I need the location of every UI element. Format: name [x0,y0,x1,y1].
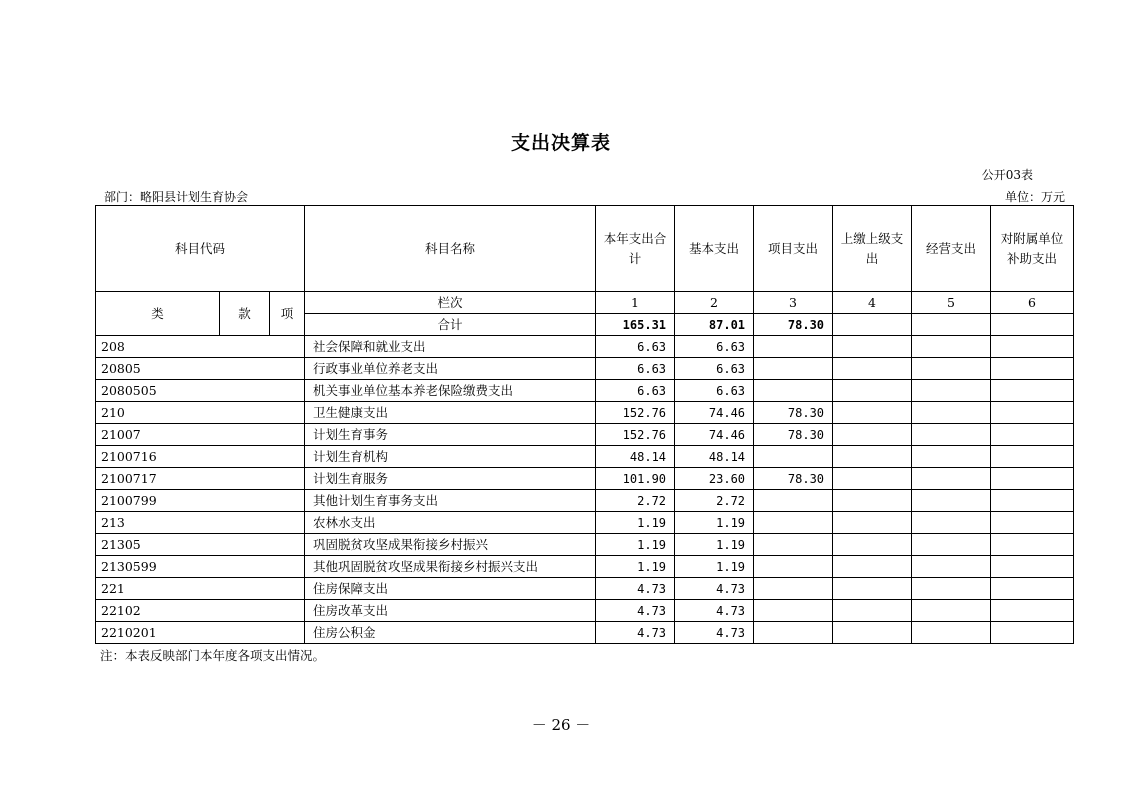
row-name: 行政事业单位养老支出 [305,358,596,380]
row-basic: 4.73 [675,578,754,600]
row-upper [833,556,912,578]
row-upper [833,622,912,644]
row-operating [912,556,991,578]
column-number: 2 [675,292,754,314]
form-number: 公开03表 [981,168,1033,182]
row-project [754,490,833,512]
row-code: 2100716 [96,446,305,468]
page-title: 支出决算表 [510,132,611,154]
row-total: 4.73 [596,578,675,600]
row-total: 152.76 [596,424,675,446]
row-basic: 6.63 [675,336,754,358]
row-project [754,622,833,644]
subheader-kuan: 款 [220,292,270,336]
row-upper [833,336,912,358]
row-subsidy [991,402,1074,424]
row-operating [912,600,991,622]
row-subsidy [991,600,1074,622]
row-name: 计划生育服务 [305,468,596,490]
row-name: 住房保障支出 [305,578,596,600]
row-basic: 1.19 [675,556,754,578]
row-total: 6.63 [596,380,675,402]
header-operating: 经营支出 [912,206,991,292]
row-subsidy [991,534,1074,556]
row-project [754,512,833,534]
department-label: 部门：略阳县计划生育协会 [104,190,249,204]
row-basic: 23.60 [675,468,754,490]
row-name: 住房改革支出 [305,600,596,622]
row-name: 卫生健康支出 [305,402,596,424]
table-note: 注：本表反映部门本年度各项支出情况。 [100,648,326,663]
row-project [754,336,833,358]
header-basic: 基本支出 [675,206,754,292]
row-operating [912,490,991,512]
column-number: 4 [833,292,912,314]
row-basic: 74.46 [675,424,754,446]
row-operating [912,622,991,644]
row-operating [912,424,991,446]
total-basic: 87.01 [675,314,754,336]
header-total: 本年支出合计 [596,206,675,292]
row-upper [833,424,912,446]
total-project: 78.30 [754,314,833,336]
row-total: 48.14 [596,446,675,468]
row-code: 22102 [96,600,305,622]
row-basic: 4.73 [675,600,754,622]
column-number: 1 [596,292,675,314]
row-upper [833,358,912,380]
expenditure-table [95,205,1074,644]
row-upper [833,380,912,402]
total-label: 合计 [305,314,596,336]
row-subsidy [991,358,1074,380]
row-subsidy [991,490,1074,512]
row-subsidy [991,512,1074,534]
row-name: 巩固脱贫攻坚成果衔接乡村振兴 [305,534,596,556]
row-upper [833,512,912,534]
column-number: 6 [991,292,1074,314]
row-code: 20805 [96,358,305,380]
row-upper [833,600,912,622]
row-name: 计划生育机构 [305,446,596,468]
table-row [96,336,1074,358]
row-name: 计划生育事务 [305,424,596,446]
page-number: － 26 － [531,716,591,734]
total-subsidy [991,314,1074,336]
row-total: 6.63 [596,358,675,380]
table-row [96,490,1074,512]
row-subsidy [991,446,1074,468]
row-upper [833,578,912,600]
row-basic: 74.46 [675,402,754,424]
row-upper [833,490,912,512]
table-row [96,622,1074,644]
row-operating [912,534,991,556]
table-row [96,556,1074,578]
row-project [754,446,833,468]
row-operating [912,358,991,380]
unit-label: 单位：万元 [1004,190,1065,204]
total-total: 165.31 [596,314,675,336]
row-code: 2130599 [96,556,305,578]
row-name: 其他巩固脱贫攻坚成果衔接乡村振兴支出 [305,556,596,578]
table-row [96,402,1074,424]
row-subsidy [991,556,1074,578]
row-subsidy [991,336,1074,358]
row-project [754,380,833,402]
header-subsidy: 对附属单位补助支出 [991,206,1074,292]
row-project [754,600,833,622]
table-row [96,446,1074,468]
row-operating [912,402,991,424]
table-row [96,358,1074,380]
row-name: 社会保障和就业支出 [305,336,596,358]
row-name: 其他计划生育事务支出 [305,490,596,512]
subheader-lei: 类 [96,292,220,336]
row-code: 2210201 [96,622,305,644]
table-row [96,600,1074,622]
row-name: 机关事业单位基本养老保险缴费支出 [305,380,596,402]
row-operating [912,468,991,490]
row-upper [833,534,912,556]
row-code: 210 [96,402,305,424]
row-operating [912,380,991,402]
row-operating [912,512,991,534]
row-total: 152.76 [596,402,675,424]
row-code: 2080505 [96,380,305,402]
row-project [754,556,833,578]
row-code: 21007 [96,424,305,446]
row-operating [912,578,991,600]
row-operating [912,446,991,468]
table-row [96,380,1074,402]
row-code: 213 [96,512,305,534]
total-upper [833,314,912,336]
row-basic: 2.72 [675,490,754,512]
header-project: 项目支出 [754,206,833,292]
header-code: 科目代码 [96,206,305,292]
table-row [96,578,1074,600]
column-number: 5 [912,292,991,314]
header-name: 科目名称 [305,206,596,292]
row-upper [833,402,912,424]
row-basic: 1.19 [675,534,754,556]
row-code: 221 [96,578,305,600]
row-subsidy [991,468,1074,490]
row-operating [912,336,991,358]
row-code: 21305 [96,534,305,556]
row-name: 农林水支出 [305,512,596,534]
row-subsidy [991,380,1074,402]
total-operating [912,314,991,336]
row-project: 78.30 [754,424,833,446]
row-total: 101.90 [596,468,675,490]
row-total: 2.72 [596,490,675,512]
row-code: 2100799 [96,490,305,512]
table-row [96,512,1074,534]
subheader-xiang: 项 [270,292,305,336]
row-basic: 1.19 [675,512,754,534]
row-upper [833,468,912,490]
row-subsidy [991,424,1074,446]
row-upper [833,446,912,468]
row-project [754,578,833,600]
row-total: 1.19 [596,512,675,534]
row-basic: 6.63 [675,380,754,402]
row-basic: 6.63 [675,358,754,380]
row-total: 4.73 [596,600,675,622]
row-basic: 48.14 [675,446,754,468]
table-row [96,424,1074,446]
row-total: 1.19 [596,556,675,578]
row-project [754,358,833,380]
row-subsidy [991,622,1074,644]
row-code: 2100717 [96,468,305,490]
row-subsidy [991,578,1074,600]
row-basic: 4.73 [675,622,754,644]
row-name: 住房公积金 [305,622,596,644]
row-total: 4.73 [596,622,675,644]
column-index-row [96,292,1074,314]
row-project [754,534,833,556]
row-project: 78.30 [754,468,833,490]
column-index-label: 栏次 [305,292,596,314]
column-number: 3 [754,292,833,314]
header-upper: 上缴上级支出 [833,206,912,292]
row-total: 1.19 [596,534,675,556]
table-row [96,468,1074,490]
row-total: 6.63 [596,336,675,358]
row-code: 208 [96,336,305,358]
row-project: 78.30 [754,402,833,424]
table-row [96,534,1074,556]
header-row [96,206,1074,292]
